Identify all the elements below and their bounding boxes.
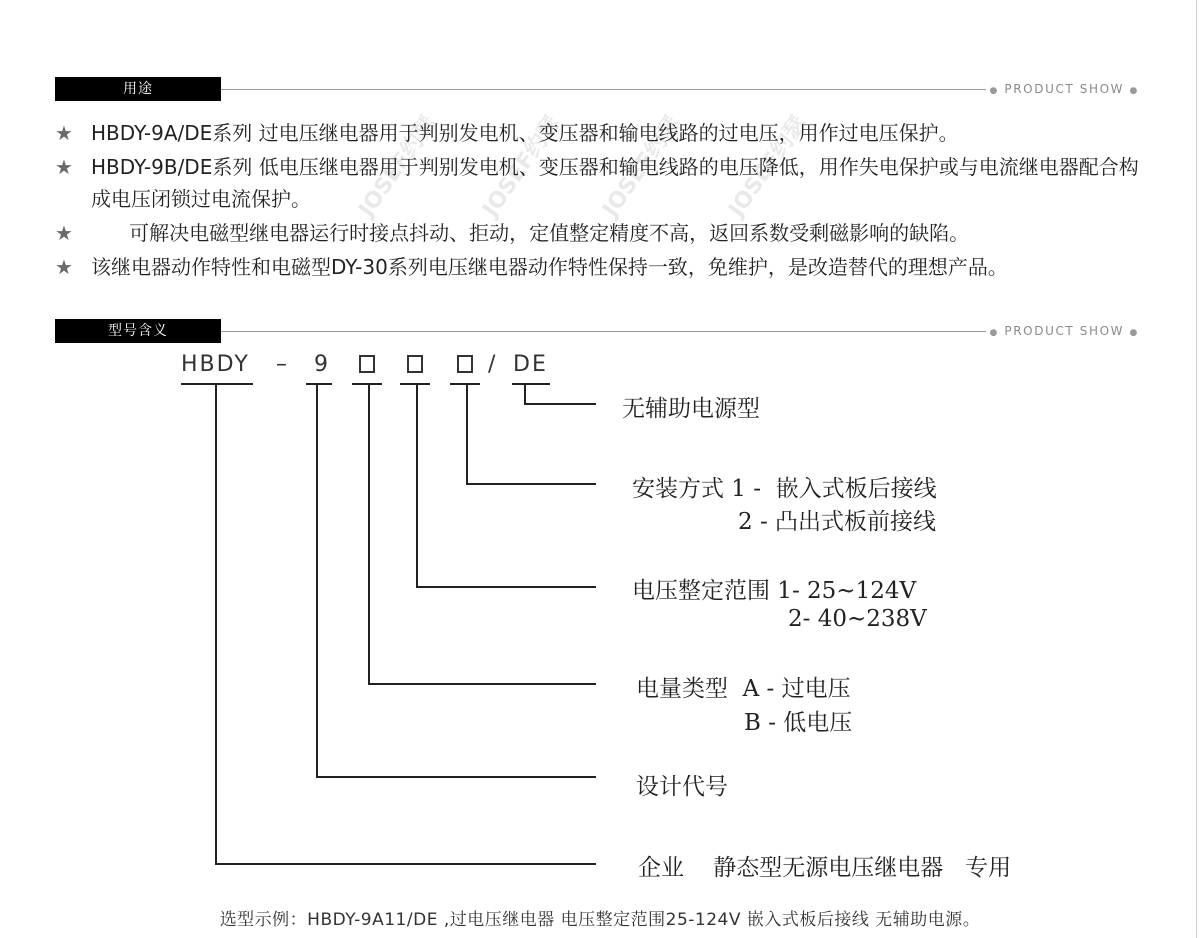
connector-type (368, 683, 596, 685)
label-no-aux-power: 无辅助电源型 (622, 396, 760, 422)
watermark: JOSEF约瑟 (478, 111, 566, 222)
star-icon: ★ (55, 121, 73, 145)
list-item: ★ HBDY-9B/DE系列 低电压继电器用于判别发电机、变压器和输电线路的电压降低，用作失电保护或与电流继电器配合构成电压闭锁过电流保护。 (55, 151, 1155, 215)
connector-voltage (416, 385, 418, 588)
list-item: ★ 该继电器动作特性和电磁型DY-30系列电压继电器动作特性保持一致，免维护，是改造替代的理想产品。 (55, 251, 1155, 283)
list-item: ★ 可解决电磁型继电器运行时接点抖动、拒动，定值整定精度不高，返回系数受剩磁影响的缺陷。 (55, 217, 1155, 249)
watermark: JOSEF约瑟 (598, 111, 686, 222)
label-voltage-1: 电压整定范围 1- 25~124V (632, 578, 917, 604)
underline-suffix (512, 383, 550, 385)
model-digit: 9 (314, 352, 330, 377)
connector-enterprise (215, 863, 596, 865)
star-icon: ★ (55, 255, 73, 279)
model-slash: / (488, 352, 498, 377)
connector-install (466, 385, 468, 485)
watermark: JOSEF约瑟 (724, 111, 812, 222)
label-design-code: 设计代号 (636, 774, 728, 800)
connector-voltage (416, 586, 596, 588)
placeholder-box-voltage (407, 355, 423, 373)
connector-design (316, 385, 318, 778)
underline-digit (306, 383, 332, 385)
underline-prefix (181, 383, 253, 385)
section-header-usage (55, 77, 1145, 101)
connector-suffix (524, 385, 526, 405)
list-item: ★ HBDY-9A/DE系列 过电压继电器用于判别发电机、变压器和输电线路的过电压，用作过电压保护。 (55, 117, 1155, 149)
selection-example: 选型示例：HBDY-9A11/DE ,过电压继电器 电压整定范围25-124V 嵌入式板后接线 无辅助电源。 (219, 910, 981, 930)
feature-list (55, 117, 1155, 285)
connector-suffix (524, 403, 596, 405)
page-edge-rule (1196, 0, 1197, 938)
model-dash: – (276, 352, 289, 377)
model-suffix: DE (513, 352, 548, 377)
placeholder-box-type (359, 355, 375, 373)
connector-design (316, 776, 596, 778)
star-icon: ★ (55, 221, 73, 245)
label-voltage-2: 2- 40~238V (788, 606, 927, 632)
placeholder-box-install (457, 355, 473, 373)
star-icon: ★ (55, 155, 73, 179)
product-show-tag: ● PRODUCT SHOW ● (986, 323, 1145, 341)
connector-type (368, 385, 370, 685)
underline-type (352, 383, 382, 385)
section-title: 型号含义 (55, 319, 221, 343)
label-install-2: 2 - 凸出式板前接线 (738, 509, 937, 535)
model-prefix: HBDY (181, 352, 250, 377)
watermark: JOSEF约瑟 (354, 111, 442, 222)
label-install-1: 安装方式 1 - 嵌入式板后接线 (632, 476, 937, 502)
product-show-tag: ● PRODUCT SHOW ● (986, 81, 1145, 99)
underline-voltage (400, 383, 430, 385)
connector-install (466, 483, 596, 485)
section-header-model (55, 319, 1145, 343)
label-type-1: 电量类型 A - 过电压 (636, 676, 851, 702)
label-type-2: B - 低电压 (744, 710, 853, 736)
connector-enterprise (215, 385, 217, 865)
underline-install (450, 383, 480, 385)
section-title: 用途 (55, 77, 221, 101)
label-enterprise: 企业 静态型无源电压继电器 专用 (638, 855, 1012, 881)
